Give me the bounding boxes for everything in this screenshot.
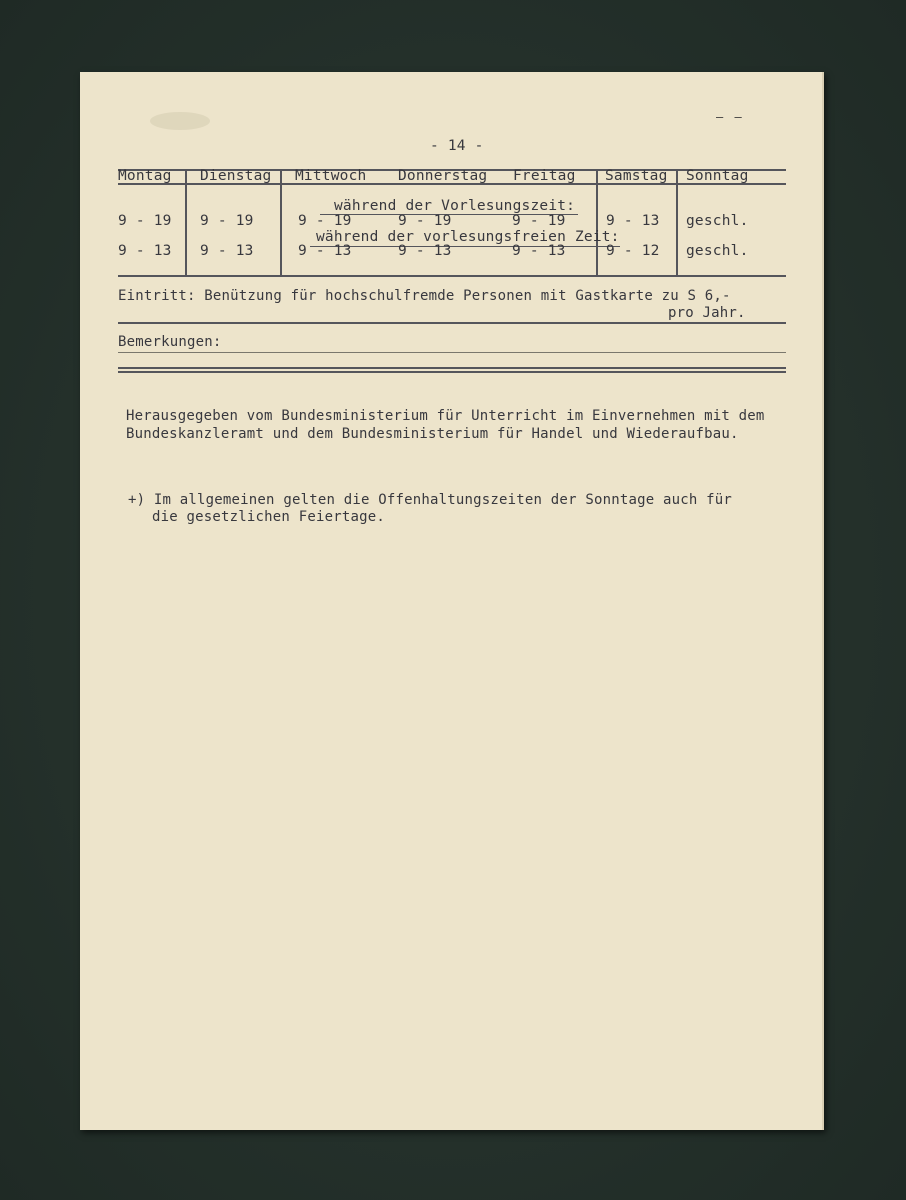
header-dienstag: Dienstag — [200, 168, 272, 184]
page-number: - 14 - — [430, 138, 484, 154]
cell-row1-dienstag: 9 - 19 — [200, 213, 254, 229]
cell-row2-freitag: 9 - 13 — [512, 243, 566, 259]
header-mittwoch: Mittwoch — [295, 168, 367, 184]
column-divider — [676, 169, 678, 275]
header-montag: Montag — [118, 168, 172, 184]
column-divider — [596, 169, 598, 275]
eintritt-text-continued: pro Jahr. — [668, 305, 746, 321]
closing-double-rule — [118, 371, 786, 373]
cell-row1-freitag: 9 - 19 — [512, 213, 566, 229]
paper-smudge — [150, 112, 210, 130]
corner-mark: — — — [716, 110, 744, 124]
closing-double-rule — [118, 367, 786, 369]
footnote-line-2: die gesetzlichen Feiertage. — [152, 509, 385, 525]
header-freitag: Freitag — [513, 168, 576, 184]
cell-row2-samstag: 9 - 12 — [606, 243, 660, 259]
eintritt-rule — [118, 322, 786, 324]
cell-row1-donnerstag: 9 - 19 — [398, 213, 452, 229]
cell-row2-dienstag: 9 - 13 — [200, 243, 254, 259]
cell-row2-sonntag: geschl. — [686, 243, 749, 259]
header-sonntag: Sonntag — [686, 168, 749, 184]
table-bottom-rule — [118, 275, 786, 277]
publisher-line-2: Bundeskanzleramt und dem Bundesministerium für Handel und Wiederaufbau. — [126, 426, 739, 442]
column-divider — [280, 169, 282, 275]
cell-row1-sonntag: geschl. — [686, 213, 749, 229]
cell-row1-mittwoch: 9 - 19 — [298, 213, 352, 229]
section-free-label: während der vorlesungsfreien Zeit: — [316, 229, 620, 245]
section-lecture-label: während der Vorlesungszeit: — [334, 198, 576, 214]
bemerkungen-rule — [118, 352, 786, 353]
header-donnerstag: Donnerstag — [398, 168, 488, 184]
header-samstag: Samstag — [605, 168, 668, 184]
column-divider — [185, 169, 187, 275]
cell-row2-montag: 9 - 13 — [118, 243, 172, 259]
section-free-underline — [310, 246, 620, 247]
eintritt-text: Eintritt: Benützung für hochschulfremde Personen mit Gastkarte zu S 6,- — [118, 288, 731, 304]
footnote-line-1: +) Im allgemeinen gelten die Offenhaltungszeiten der Sonntage auch für — [128, 492, 733, 508]
cell-row2-donnerstag: 9 - 13 — [398, 243, 452, 259]
cell-row1-samstag: 9 - 13 — [606, 213, 660, 229]
cell-row2-mittwoch: 9 - 13 — [298, 243, 352, 259]
document-page — [80, 72, 824, 1130]
bemerkungen-label: Bemerkungen: — [118, 334, 222, 350]
publisher-line-1: Herausgegeben vom Bundesministerium für Unterricht im Einvernehmen mit dem — [126, 408, 765, 424]
cell-row1-montag: 9 - 19 — [118, 213, 172, 229]
